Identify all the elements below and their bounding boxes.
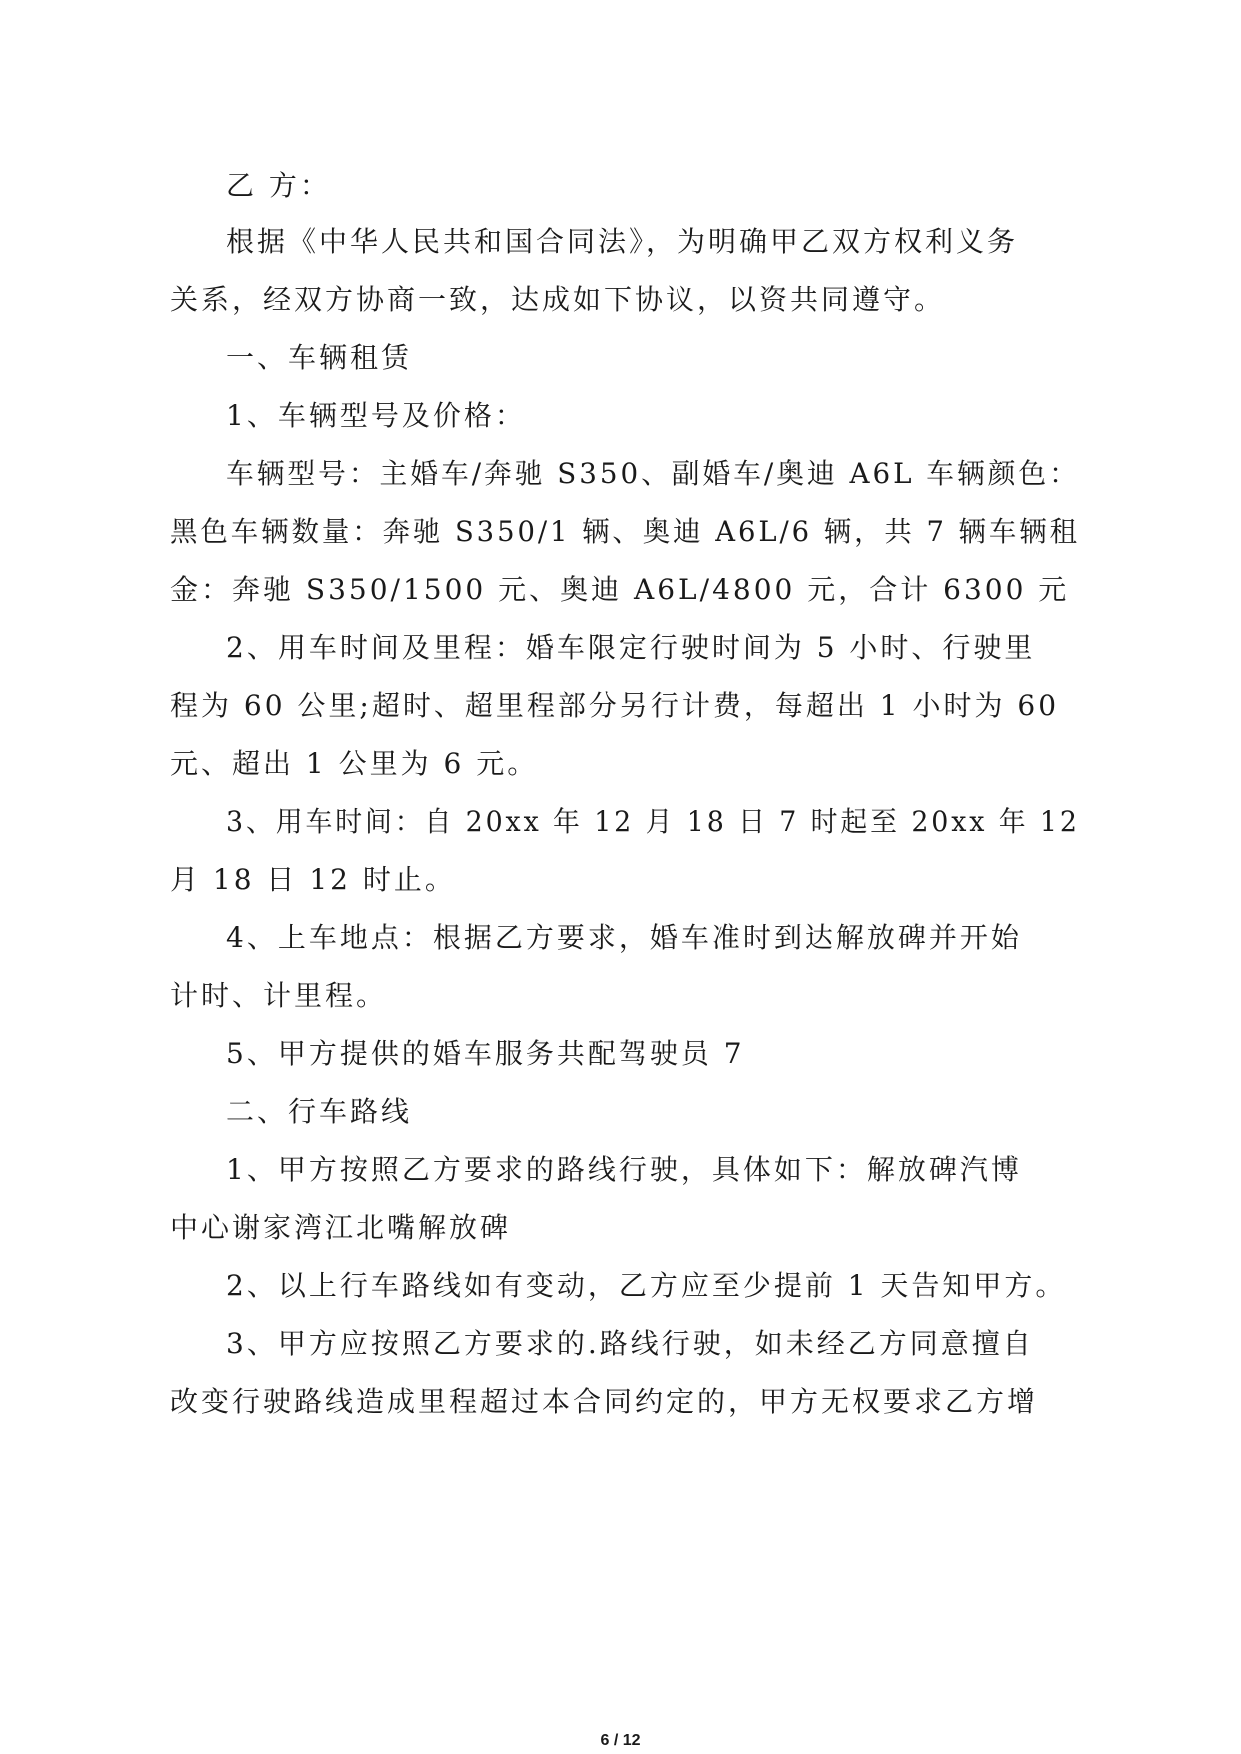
document-page: 乙 方： 根据《中华人民共和国合同法》，为明确甲乙双方权利义务 关系，经双方协商一致，达成如下协议，以资共同遵守。 一、车辆租赁 1、车辆型号及价格： 车辆型号：主婚车/奔驰 S350、副婚车/奥迪 A6L 车辆颜色： 黑色车辆数量：奔驰 S350/1 辆、奥迪 A6L/6 辆，共 7 辆车辆租 金：奔驰 S350/1500 元、奥迪 A6L/4800 元，合计 6300 元 2、用车时间及里程：婚车限定行驶时间为 5 小时、行驶里 程为 60 公里;超时、超里程部分另行计费，每超出 1 小时为 60 元、超出 1 公里为 6 元。 3、用车时间：自 20xx 年 12 月 18 日 7 时起至 20xx 年 12 月 18 日 12 时止。 4、上车地点：根据乙方要求，婚车准时到达解放碑并开始 计时、计里程。 5、甲方提供的婚车服务共配驾驶员 7 二、行车路线 1、甲方按照乙方要求的路线行驶，具体如下：解放碑汽博 中心谢家湾江北嘴解放碑 2、以上行车路线如有变动，乙方应至少提前 1 天告知甲方。 3、甲方应按照乙方要求的.路线行驶，如未经乙方同意擅自 改变行驶路线造成里程超过本合同约定的，甲方无权要求乙方增 6 / 12 [0,0,1241,1754]
page-number: 6 / 12 [600,1732,641,1749]
